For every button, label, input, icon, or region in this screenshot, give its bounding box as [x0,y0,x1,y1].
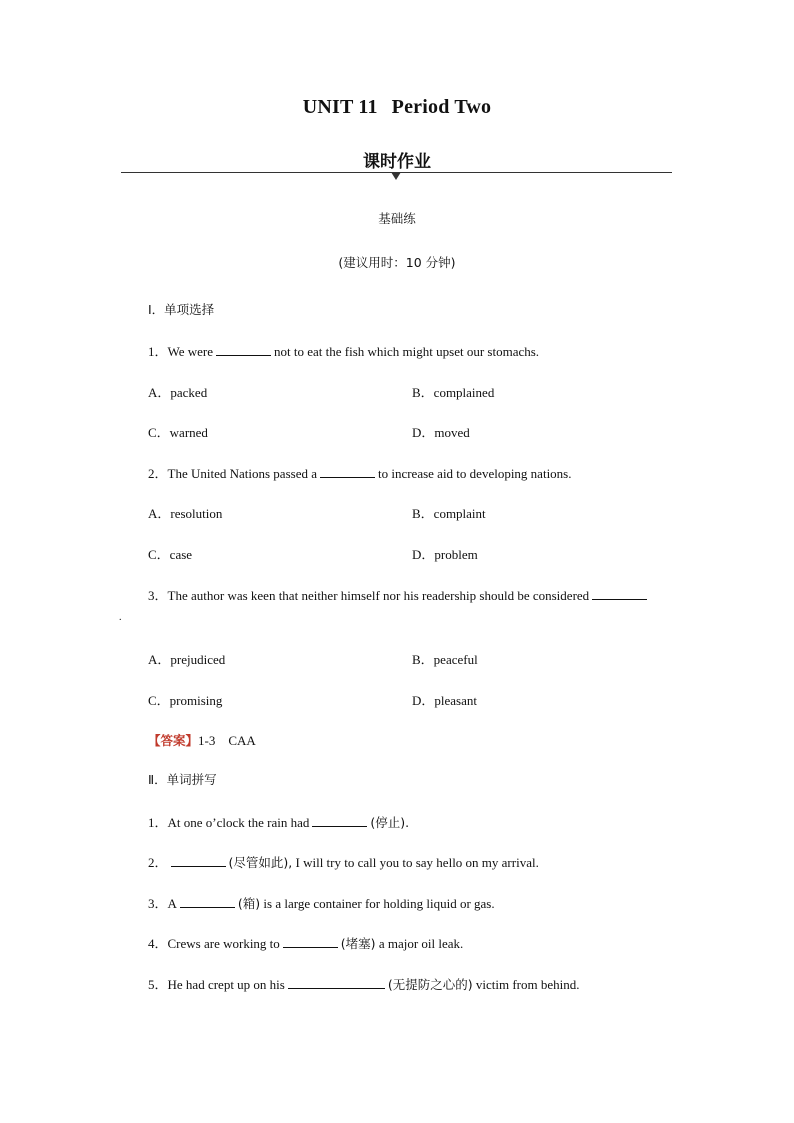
period-label: Period Two [391,96,492,118]
q3-option-a[interactable]: A．prejudiced [148,652,226,667]
answer-blank[interactable] [592,587,647,600]
q1-option-c[interactable]: C．warned [148,425,208,440]
section1-heading: Ⅰ．单项选择 [148,302,215,317]
spelling-item-4: 4．Crews are working to (堵塞) a major oil leak. [148,936,464,951]
answer-blank[interactable] [180,895,235,908]
question-3: 3．The author was keen that neither himself nor his readership should be considered [148,585,650,604]
answer-line [148,730,256,749]
q1-option-a[interactable]: A．packed [148,385,208,400]
spelling-item-1: 1．At one o’clock the rain had (停止). [148,815,410,830]
section2-heading: Ⅱ．单词拼写 [148,772,217,787]
time-hint: (建议用时：10 分钟) [338,255,456,270]
q1-option-b[interactable]: B．complained [412,385,495,400]
answer-tag: 【答案】 [148,733,199,748]
page-title [0,96,794,119]
unit-label: UNIT 11 [302,96,378,118]
q2-option-d[interactable]: D．problem [412,547,478,562]
level-label: 基础练 [378,211,416,226]
answer-blank[interactable] [283,935,338,948]
spelling-item-2: 2． (尽管如此), I will try to call you to say hello on my arrival. [148,855,539,870]
stray-period: . [119,612,122,623]
answer-blank[interactable] [312,814,367,827]
question-2: 2．The United Nations passed a to increase aid to developing nations. [148,466,572,481]
answer-blank[interactable] [216,343,271,356]
answer-blank[interactable] [288,976,385,989]
spelling-item-3: 3．A (箱) is a large container for holding liquid or gas. [148,896,495,911]
answer-text: 1-3 CAA [198,733,256,748]
answer-blank[interactable] [171,854,226,867]
divider-arrow-icon [391,172,401,180]
section-subtitle: 课时作业 [363,152,431,172]
q3-option-b[interactable]: B．peaceful [412,652,478,667]
q2-option-b[interactable]: B．complaint [412,506,486,521]
q2-option-c[interactable]: C．case [148,547,193,562]
q1-option-d[interactable]: D．moved [412,425,470,440]
spelling-item-5: 5．He had crept up on his (无提防之心的) victim from behind. [148,977,580,992]
q2-option-a[interactable]: A．resolution [148,506,223,521]
q3-option-d[interactable]: D．pleasant [412,693,477,708]
q3-option-c[interactable]: C．promising [148,693,223,708]
question-1: 1．We were not to eat the fish which might upset our stomachs. [148,344,540,359]
answer-blank[interactable] [320,465,375,478]
